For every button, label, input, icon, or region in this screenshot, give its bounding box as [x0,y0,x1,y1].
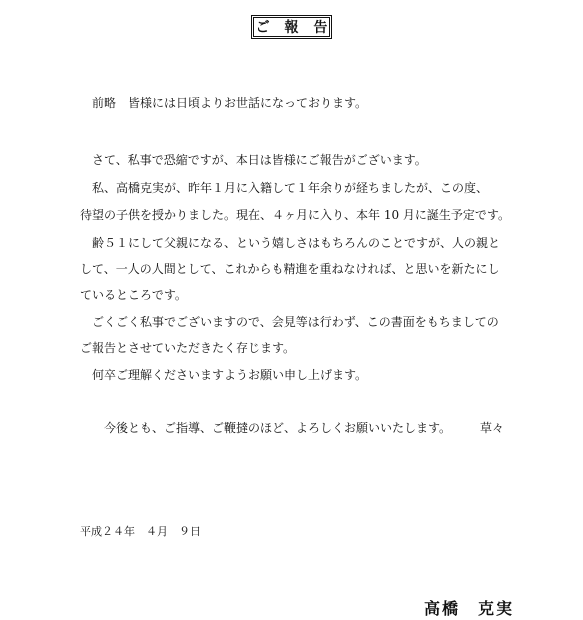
body-line: 待望の子供を授かりました。現在、４ヶ月に入り、本年 10 月に誕生予定です。 [80,208,510,222]
body-line: して、一人の人間として、これからも精進を重ねなければ、と思いを新たにし [80,262,500,276]
greeting-line: 前略 皆様には日頃よりお世話になっております。 [92,96,368,110]
closing-word: 草々 [480,421,505,435]
body-line: 齢５１にして父親になる、という嬉しさはもちろんのことですが、人の親と [92,236,501,250]
title-frame [251,15,332,39]
closing-line: 今後とも、ご指導、ご鞭撻のほど、よろしくお願いいたします。 [104,421,452,435]
body-line: 何卒ご理解くださいますようお願い申し上げます。 [92,368,368,382]
body-line: 私、高橋克実が、昨年１月に入籍して１年余りが経ちましたが、この度、 [92,181,489,195]
date: 平成２４年 ４月 ９日 [80,525,201,538]
body-line: ごくごく私事でございますので、会見等は行わず、この書面をもちましての [92,315,499,329]
document-title: ご 報 告 [255,20,333,36]
body-line: さて、私事で恐縮ですが、本日は皆様にご報告がございます。 [92,153,427,167]
body-line: ご報告とさせていただきたく存じます。 [80,341,296,355]
body-line: ているところです。 [80,288,187,302]
signature: 高橋 克実 [424,599,515,618]
